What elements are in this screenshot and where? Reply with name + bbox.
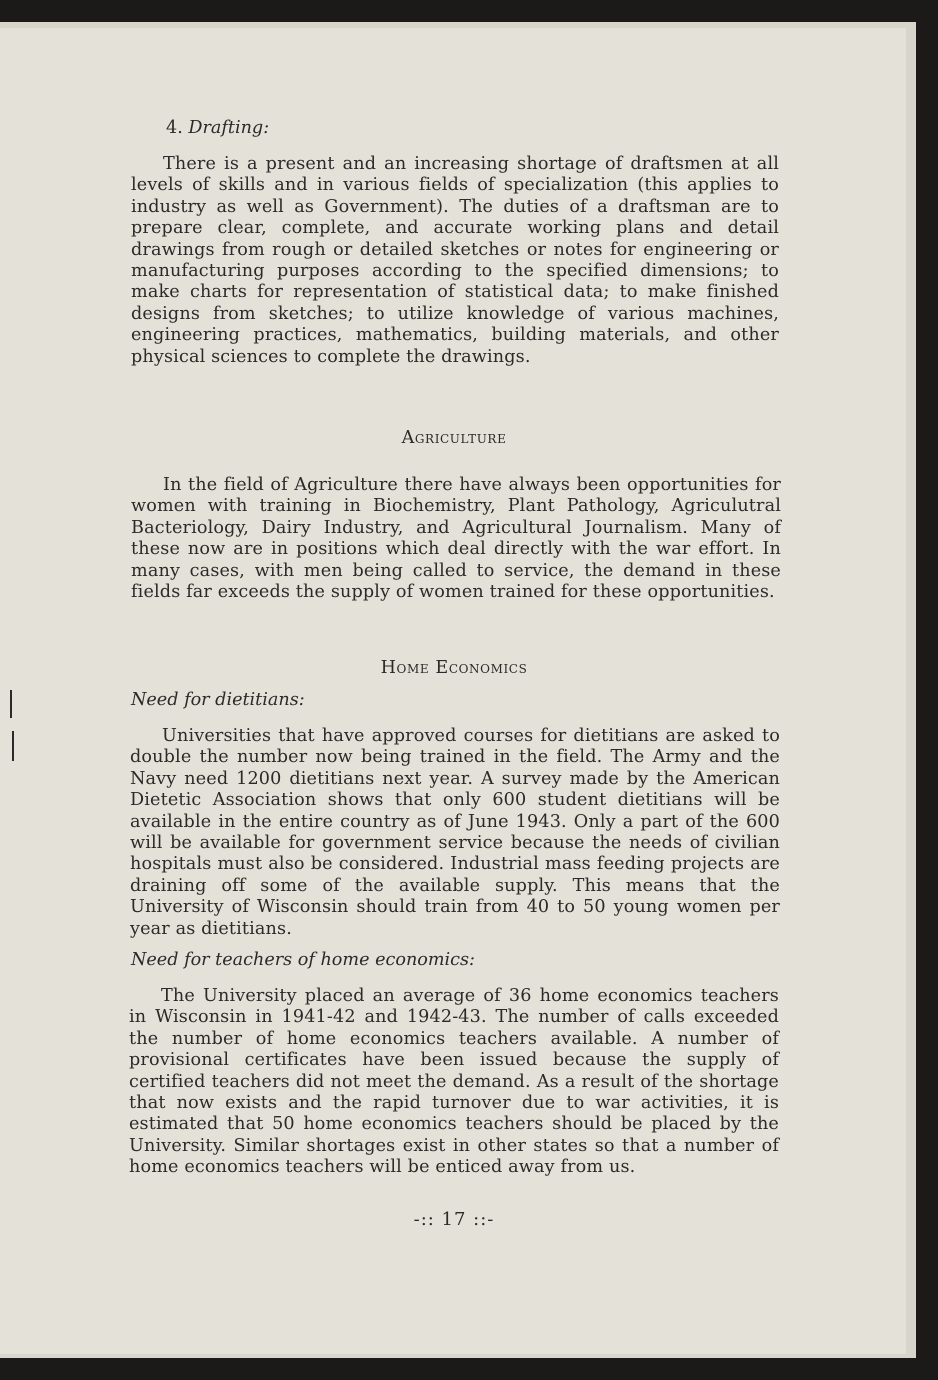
margin-bracket-mark [12, 731, 14, 761]
home-economics-heading: Home Economics [380, 658, 528, 678]
teachers-subheading: Need for teachers of home economics: [131, 950, 475, 970]
dietitians-subheading: Need for dietitians: [131, 690, 305, 710]
teachers-paragraph-block [129, 986, 779, 1179]
drafting-heading [166, 118, 269, 138]
agriculture-paragraph-block [131, 475, 781, 603]
drafting-paragraph: There is a present and an increasing shortage of draftsmen at all levels of skills and in various fields of specialization (this applies to industry as well as Government). The duties of a draftsman are to prepare clear, complete, and accurate working plans and detail drawings from rough or detailed sketches or notes for engineering or manufacturing purposes according to the specified dimensions; to make charts for representation of statistical data; to make finished designs from sketches; to utilize knowledge of various machines, engineering practices, mathematics, building materials, and other physical sciences to complete the drawings. [131, 154, 779, 367]
margin-bracket-mark [10, 690, 12, 718]
item-title: Drafting: [188, 118, 270, 138]
teachers-paragraph: The University placed an average of 36 home economics teachers in Wisconsin in 1941-42 and 1942-43. The number of calls exceeded the number of home economics teachers available. A number of provisional certificates have been issued because the supply of certified teachers did not meet the demand. As a result of the shortage that now exists and the rapid turnover due to war activities, it is estimated that 50 home economics teachers should be placed by the University. Similar shortages exist in other states so that a number of home economics teachers will be enticed away from us. [129, 986, 779, 1178]
drafting-paragraph-block [131, 154, 779, 368]
agriculture-paragraph: In the field of Agriculture there have always been opportunities for women with training in Biochemistry, Plant Pathology, Agriculutral Bacteriology, Dairy Industry, and Agricultural Journalism. Many of these now are in positions which deal directly with the war effort. In many cases, with men being called to service, the demand in these fields far exceeds the supply of women trained for these opportunities. [131, 475, 781, 603]
dietitians-paragraph-block [130, 726, 780, 940]
page-number: -:: 17 ::- [413, 1209, 495, 1230]
agriculture-heading: Agriculture [401, 428, 507, 448]
dietitians-paragraph: Universities that have approved courses for dietitians are asked to double the number now being trained in the field. The Army and the Navy need 1200 dietitians next year. A survey made by the American Dietetic Association shows that only 600 student dietitians will be available in the entire country as of June 1943. Only a part of the 600 will be available for government service because the needs of civilian hospitals must also be considered. Industrial mass feeding projects are draining off some of the available supply. This means that the University of Wisconsin should train from 40 to 50 young women per year as dietitians. [130, 726, 780, 939]
item-number: 4. [166, 118, 183, 138]
